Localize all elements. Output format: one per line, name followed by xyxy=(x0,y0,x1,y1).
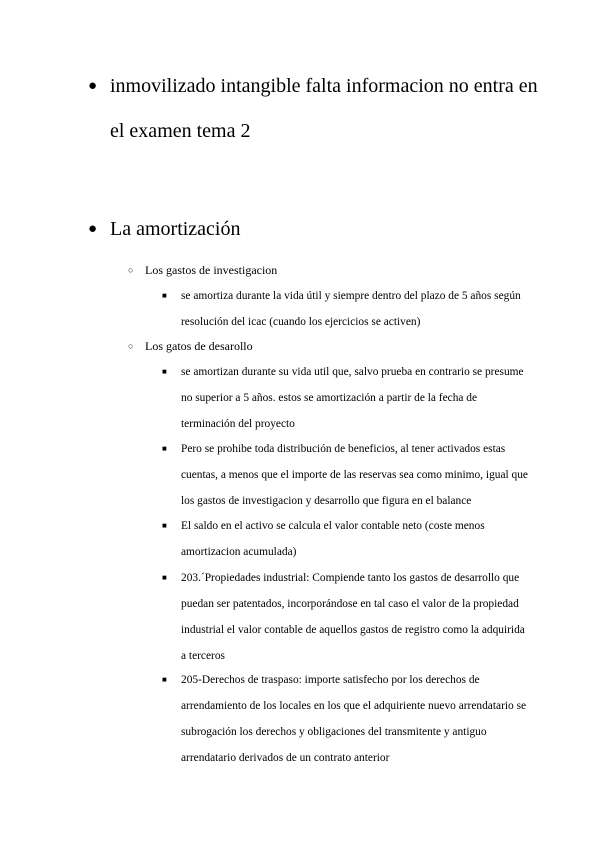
hollow-circle-icon: ○ xyxy=(128,341,134,351)
heading-text: inmovilizado intangible falta informacion no entra en el examen tema 2 xyxy=(110,75,538,142)
bullet-icon: ● xyxy=(88,221,98,237)
square-bullet-icon: ■ xyxy=(162,573,167,582)
sub-list-item xyxy=(162,359,532,437)
hollow-circle-icon: ○ xyxy=(128,265,134,275)
sub-list-item-text: se amortiza durante la vida útil y siempre dentro del plazo de 5 años según resolución del icac (cuando los ejercicios se activen) xyxy=(181,290,521,328)
sub-list-item xyxy=(162,436,532,514)
heading-inmovilizado xyxy=(88,64,548,154)
square-bullet-icon: ■ xyxy=(162,521,167,530)
heading-amortizacion xyxy=(88,207,548,252)
sub-list-item-text: 203.´Propiedades industrial: Compiende tanto los gastos de desarrollo que puedan ser patentados, incorporándose en tal caso el valor de la propiedad industrial el valor contable de aquellos gastos de registro como la adquirida a terceros xyxy=(181,572,525,662)
bullet-icon: ● xyxy=(88,78,98,94)
sub-list-item xyxy=(162,667,532,771)
sub-list-item-text: 205-Derechos de traspaso: importe satisfecho por los derechos de arrendamiento de los locales en los que el adquiriente nuevo arrendatario se subrogación los derechos y obligaciones del transmitente y antiguo arrendatario derivados de un contrato anterior xyxy=(181,674,527,764)
sub-list-item-text: se amortizan durante su vida util que, salvo prueba en contrario se presume no superior a 5 años. estos se amortización a partir de la fecha de terminación del proyecto xyxy=(181,366,524,430)
square-bullet-icon: ■ xyxy=(162,367,167,376)
list-item-text: Los gastos de investigacion xyxy=(145,263,278,277)
sub-list-item xyxy=(162,565,532,669)
list-item-gastos-investigacion xyxy=(128,260,277,280)
square-bullet-icon: ■ xyxy=(162,675,167,684)
sub-list-item-text: Pero se prohibe toda distribución de beneficios, al tener activados estas cuentas, a menos que el importe de las reservas sea como minimo, igual que los gastos de investigacion y desarrollo que figura en el balance xyxy=(181,443,528,507)
square-bullet-icon: ■ xyxy=(162,444,167,453)
square-bullet-icon: ■ xyxy=(162,291,167,300)
heading-text: La amortización xyxy=(110,218,241,240)
sub-list-item xyxy=(162,283,532,335)
sub-list-item xyxy=(162,513,532,565)
list-item-text: Los gatos de desarollo xyxy=(145,339,253,353)
sub-list-item-text: El saldo en el activo se calcula el valor contable neto (coste menos amortizacion acumulada) xyxy=(181,520,485,558)
list-item-gastos-desarrollo xyxy=(128,336,253,356)
